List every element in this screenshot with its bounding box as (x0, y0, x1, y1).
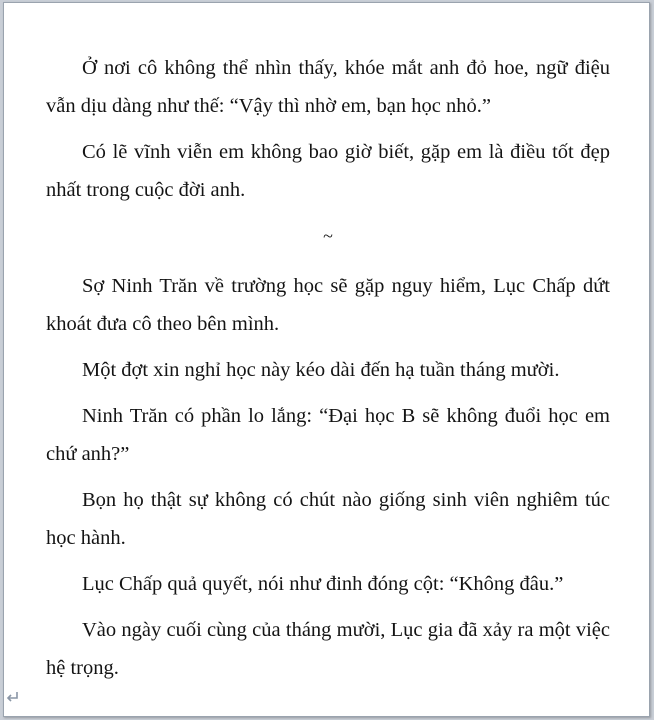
document-body (46, 49, 610, 695)
section-separator: ~ (323, 226, 333, 246)
document-page (3, 2, 650, 717)
paragraph: Một đợt xin nghỉ học này kéo dài đến hạ tuần tháng mười. (82, 359, 560, 381)
paragraph: Ninh Trăn có phần lo lắng: “Đại học B sẽ không đuổi học em chứ anh?” (46, 405, 610, 465)
paragraph: Bọn họ thật sự không có chút nào giống sinh viên nghiêm túc học hành. (46, 489, 610, 549)
paragraph: Sợ Ninh Trăn về trường học sẽ gặp nguy hiểm, Lục Chấp dứt khoát đưa cô theo bên mình. (46, 275, 610, 335)
return-arrow-icon (5, 690, 19, 704)
paragraph: Vào ngày cuối cùng của tháng mười, Lục gia đã xảy ra một việc hệ trọng. (46, 619, 610, 679)
paragraph: Ở nơi cô không thể nhìn thấy, khóe mắt anh đỏ hoe, ngữ điệu vẫn dịu dàng như thế: “Vậy thì nhờ em, bạn học nhỏ.” (46, 57, 610, 117)
paragraph: Lục Chấp quả quyết, nói như đinh đóng cột: “Không đâu.” (82, 573, 564, 595)
paragraph: Có lẽ vĩnh viễn em không bao giờ biết, gặp em là điều tốt đẹp nhất trong cuộc đời anh. (46, 141, 610, 201)
